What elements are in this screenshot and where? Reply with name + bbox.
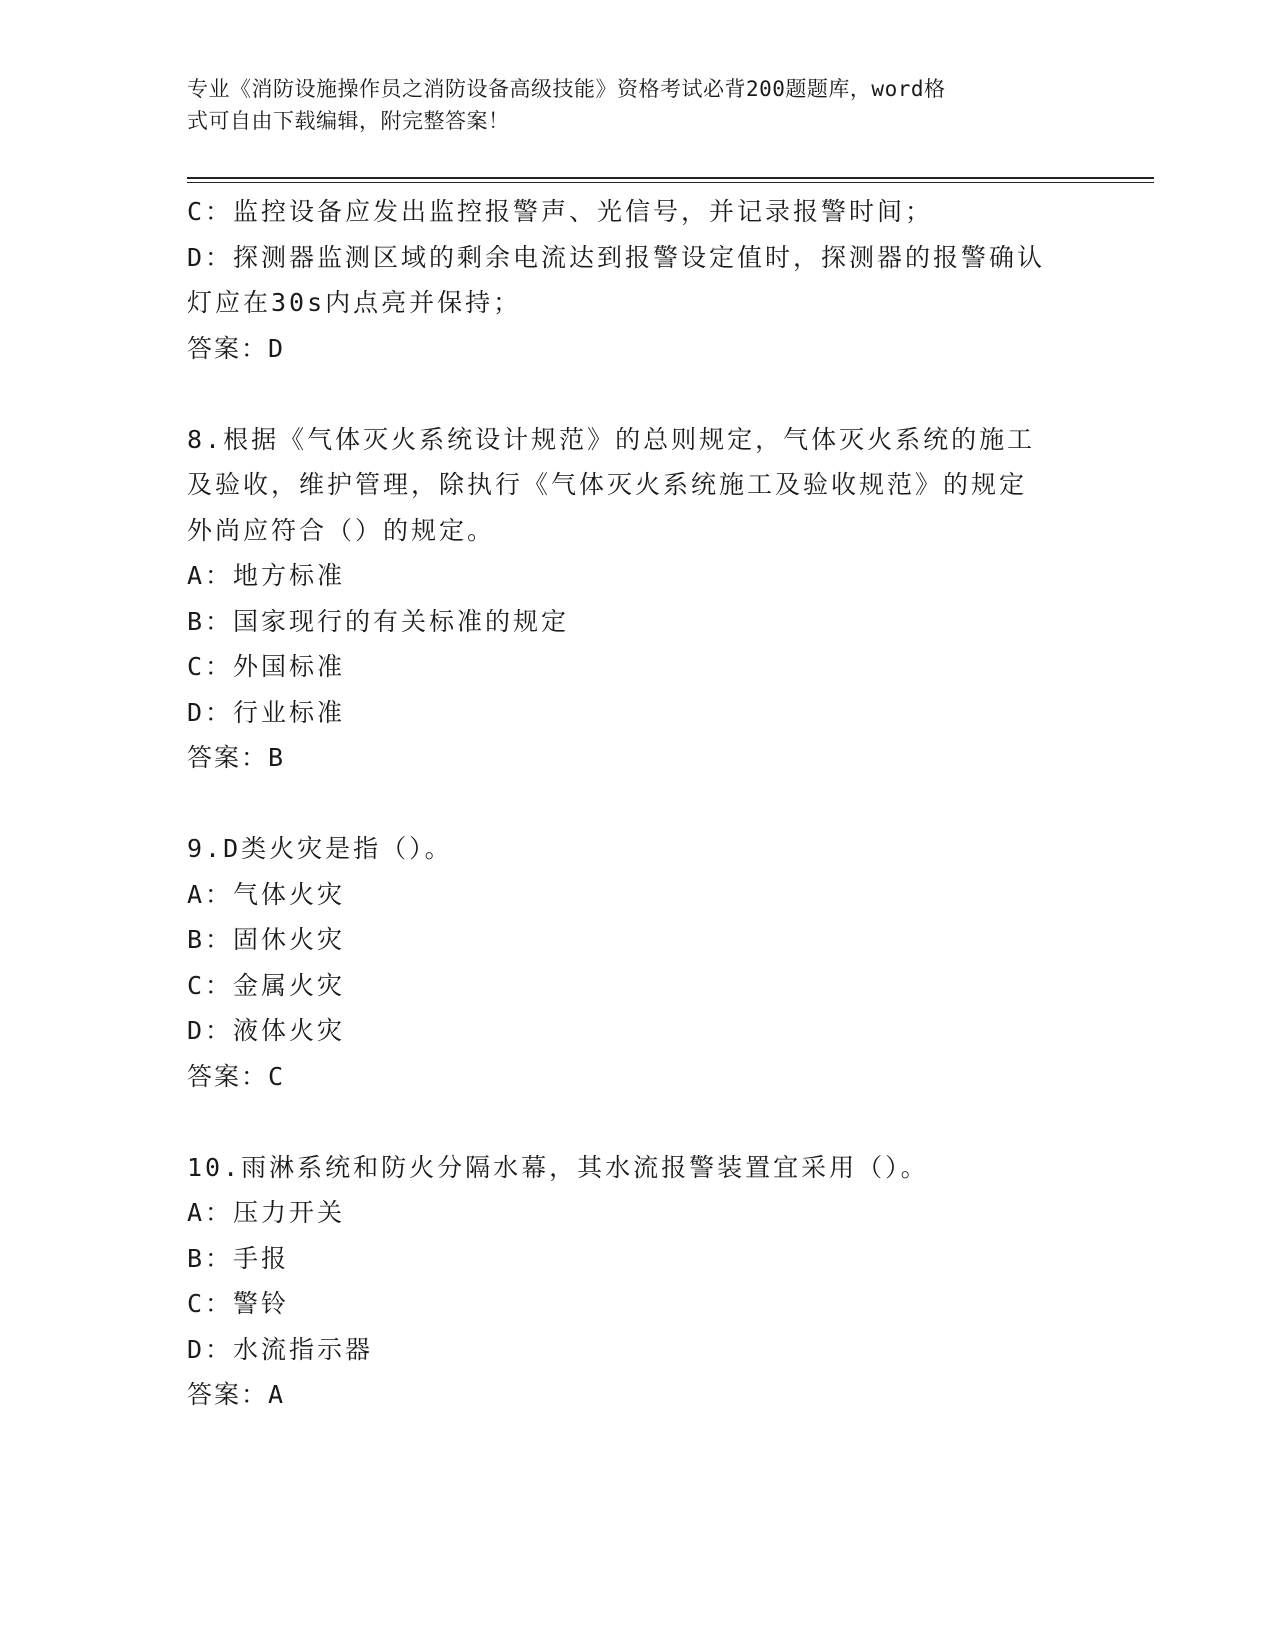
question-block	[187, 826, 1087, 1099]
header-line-1: 专业《消防设施操作员之消防设备高级技能》资格考试必背200题题库，word格	[187, 77, 946, 101]
option-line: C：监控设备应发出监控报警声、光信号，并记录报警时间；	[187, 197, 934, 226]
spacer	[187, 371, 1087, 417]
answer-line: 答案：A	[187, 1380, 286, 1409]
question-text: 及验收，维护管理，除执行《气体灭火系统施工及验收规范》的规定	[187, 470, 1028, 499]
question-block	[187, 417, 1087, 781]
option-line: C：金属火灾	[187, 970, 346, 1000]
option-line: D：液体火灾	[187, 1016, 346, 1045]
answer-line: 答案：C	[187, 1061, 286, 1091]
question-text: 外尚应符合（）的规定。	[187, 515, 496, 545]
spacer	[187, 781, 1087, 827]
option-line: C：警铃	[187, 1289, 290, 1318]
question-block	[187, 1145, 1087, 1418]
option-line: A：气体火灾	[187, 879, 346, 909]
question-block	[187, 189, 1087, 371]
option-line: B：固休火灾	[187, 925, 346, 954]
option-line: D：探测器监测区域的剩余电流达到报警设定值时，探测器的报警确认	[187, 242, 1046, 272]
question-text: 10.雨淋系统和防火分隔水幕，其水流报警装置宜采用（）。	[187, 1152, 929, 1182]
spacer	[187, 1099, 1087, 1145]
question-text: 8.根据《气体灭火系统设计规范》的总则规定，气体灭火系统的施工	[187, 424, 1036, 454]
option-line: C：外国标准	[187, 652, 346, 681]
option-line: A：地方标准	[187, 561, 346, 590]
option-line: D：水流指示器	[187, 1334, 374, 1364]
option-line: A：压力开关	[187, 1198, 346, 1227]
answer-line: 答案：D	[187, 333, 286, 363]
option-line: B：国家现行的有关标准的规定	[187, 606, 570, 636]
header-line-2: 式可自由下载编辑，附完整答案！	[187, 109, 510, 133]
answer-line: 答案：B	[187, 743, 286, 772]
option-line: B：手报	[187, 1243, 290, 1273]
option-line: D：行业标准	[187, 697, 346, 727]
question-list	[187, 189, 1087, 1418]
question-text: 9.D类火灾是指（）。	[187, 834, 453, 863]
document-header	[187, 73, 1077, 137]
option-line: 灯应在30s内点亮并保持；	[187, 288, 522, 317]
header-divider-thin	[187, 182, 1154, 183]
header-divider-thick	[187, 177, 1154, 179]
